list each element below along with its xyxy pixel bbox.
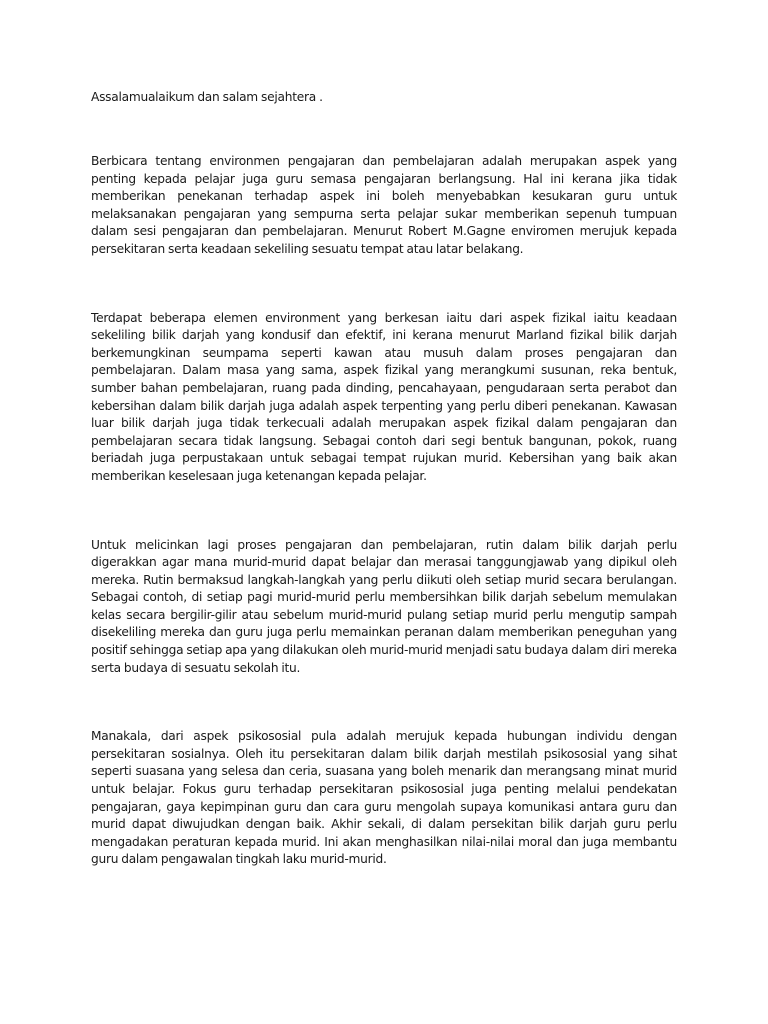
paragraph-psychosocial-aspect: Manakala, dari aspek psikososial pula adalah merujuk kepada hubungan individu dengan persekitaran sosialnya. Oleh itu persekitaran dalam bilik darjah mestilah psikososial yang sihat seperti suasana yang selesa dan ceria, suasana yang boleh menarik dan merangsang minat murid untuk belajar. Fokus guru terhadap persekitaran psikososial juga penting melalui pendekatan pengajaran, gaya kepimpinan guru dan cara guru mengolah supaya komunikasi antara guru dan murid dapat diwujudkan dengan baik. Akhir sekali, di dalam persekitan bilik darjah guru perlu mengadakan peraturan kepada murid. Ini akan menghasilkan nilai-nilai moral dan juga membantu guru dalam pengawalan tingkah laku murid-murid.	[91, 729, 677, 867]
greeting-line: Assalamualaikum dan salam sejahtera .	[91, 90, 323, 104]
document-page	[91, 88, 677, 869]
paragraph-environment-intro: Berbicara tentang environmen pengajaran dan pembelajaran adalah merupakan aspek yang penting kepada pelajar juga guru semasa pengajaran berlangsung. Hal ini kerana jika tidak memberikan penekanan terhadap aspek ini boleh menyebabkan kesukaran guru untuk melaksanakan pengajaran yang sempurna serta pelajar sukar memberikan sepenuh tumpuan dalam sesi pengajaran dan pembelajaran. Menurut Robert M.Gagne enviromen merujuk kepada persekitaran serta keadaan sekeliling sesuatu tempat atau latar belakang.	[91, 154, 677, 256]
paragraph-classroom-routine: Untuk melicinkan lagi proses pengajaran dan pembelajaran, rutin dalam bilik darjah perlu digerakkan agar mana murid-murid dapat belajar dan merasai tanggungjawab yang dipikul oleh mereka. Rutin bermaksud langkah-langkah yang perlu diikuti oleh setiap murid secara berulangan. Sebagai contoh, di setiap pagi murid-murid perlu membersihkan bilik darjah sebelum memulakan kelas secara bergilir-gilir atau sebelum murid-murid pulang setiap murid perlu mengutip sampah disekeliling mereka dan guru juga perlu memainkan peranan dalam memberikan peneguhan yang positif sehingga setiap apa yang dilakukan oleh murid-murid menjadi satu budaya dalam diri mereka serta budaya di sesuatu sekolah itu.	[91, 537, 677, 675]
paragraph-physical-aspect: Terdapat beberapa elemen environment yang berkesan iaitu dari aspek fizikal iaitu keadaan sekeliling bilik darjah yang kondusif dan efektif, ini kerana menurut Marland fizikal bilik darjah berkemungkinan seumpama seperti kawan atau musuh dalam proses pengajaran dan pembelajaran. Dalam masa yang sama, aspek fizikal yang merangkumi susunan, reka bentuk, sumber bahan pembelajaran, ruang pada dinding, pencahayaan, pengudaraan serta perabot dan kebersihan dalam bilik darjah juga adalah aspek terpenting yang perlu diberi penekanan. Kawasan luar bilik darjah juga tidak terkecuali adalah merupakan aspek fizikal dalam pengajaran dan pembelajaran secara tidak langsung. Sebagai contoh dari segi bentuk bangunan, pokok, ruang beriadah juga perpustakaan untuk sebagai tempat rujukan murid. Kebersihan yang baik akan memberikan keselesaan juga ketenangan kepada pelajar.	[91, 310, 677, 483]
